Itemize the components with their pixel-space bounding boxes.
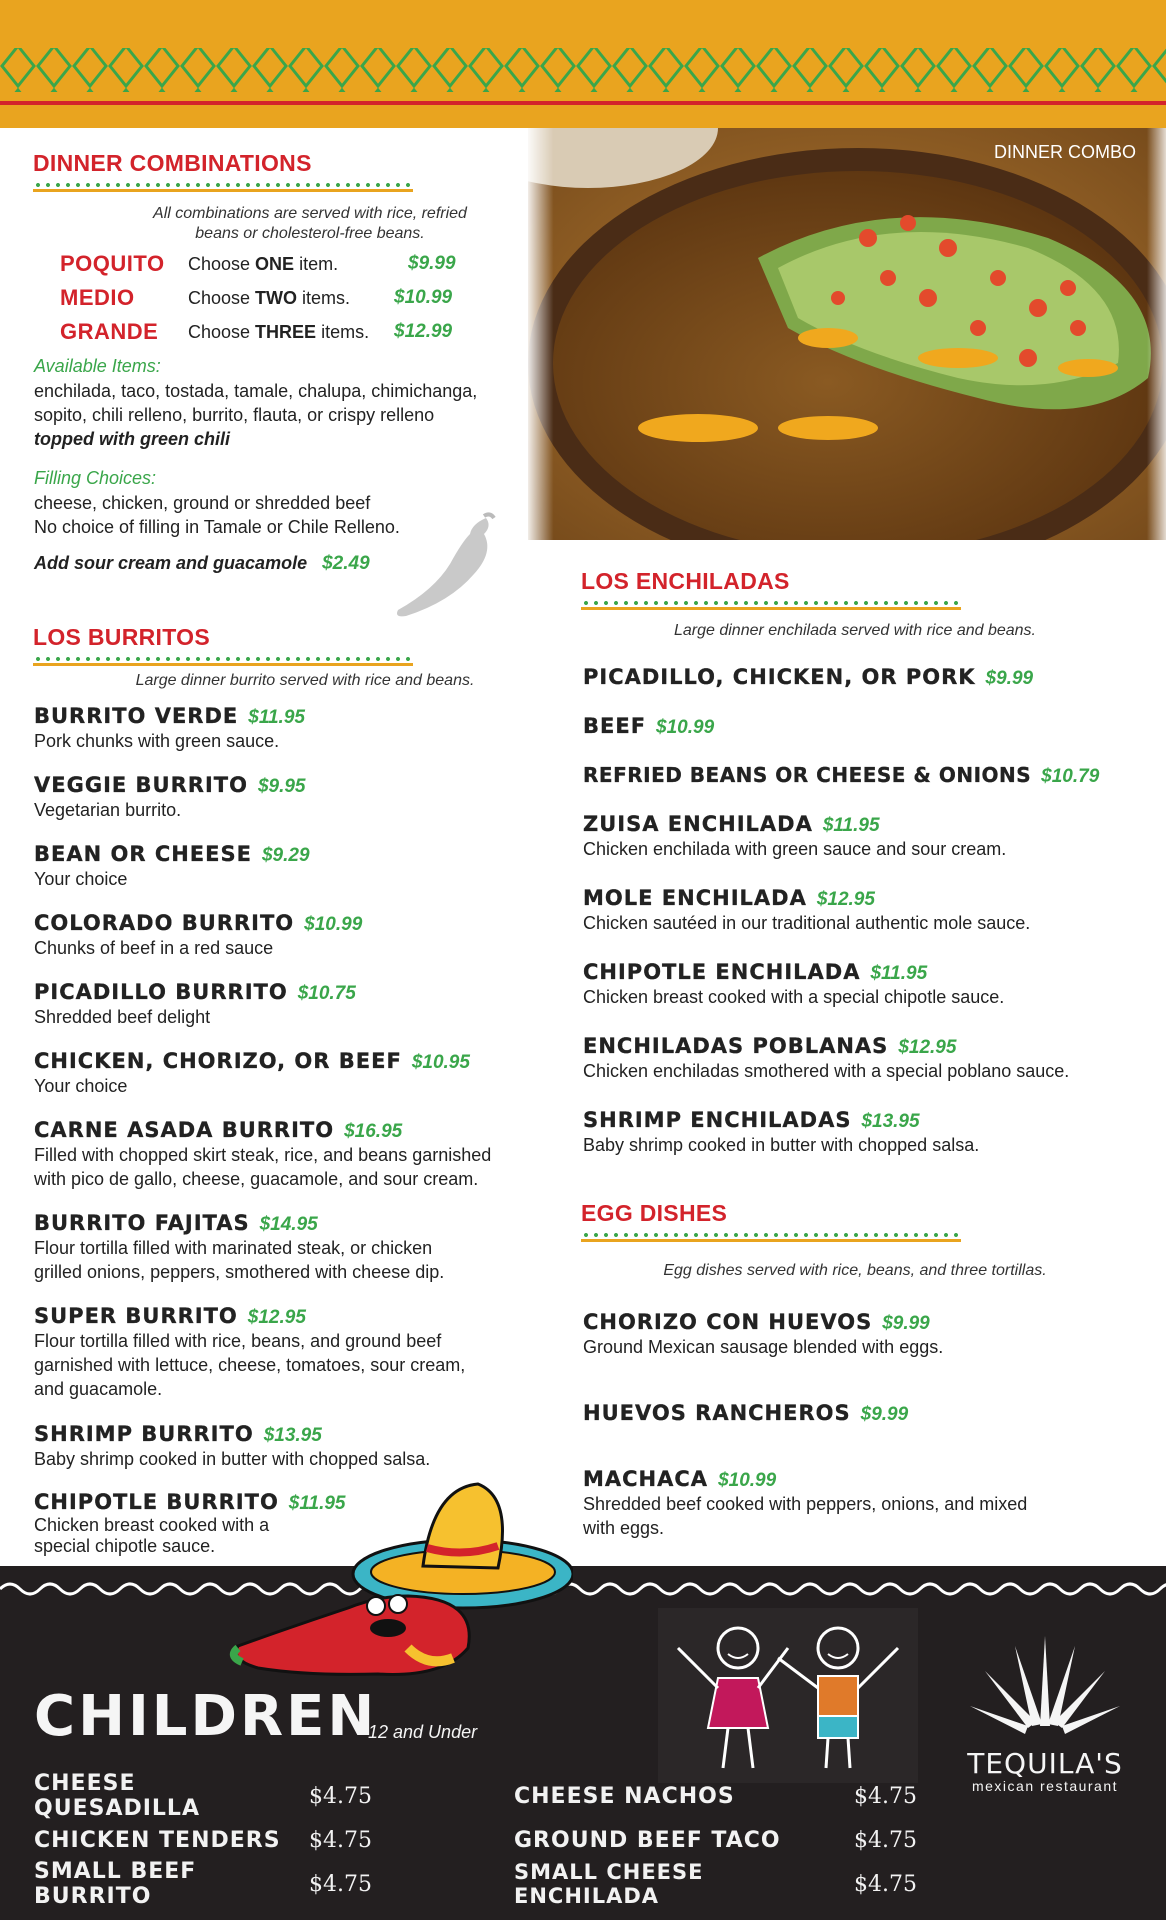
wavy-line xyxy=(0,1574,1166,1604)
item-desc: Your choice xyxy=(34,1076,128,1096)
available-text: topped with green chili xyxy=(34,429,231,449)
item-title: BEEF $10.99 xyxy=(583,714,715,738)
menu-item xyxy=(583,1108,1163,1157)
item-price: $9.99 xyxy=(985,668,1034,689)
item-price: $16.95 xyxy=(344,1121,403,1142)
zigzag-pattern xyxy=(0,0,1166,128)
children-subtitle: 12 and Under xyxy=(368,1722,478,1742)
section-title: LOS ENCHILADAS xyxy=(581,568,790,594)
note-line: All combinations are served with rice, refried xyxy=(153,205,467,222)
item-desc: Chicken enchiladas smothered with a special poblano sauce. xyxy=(583,1061,1070,1081)
dotted-divider xyxy=(581,1233,961,1237)
kid-item-name: CHEESE NACHOS xyxy=(514,1783,735,1809)
menu-item xyxy=(34,773,544,842)
item-price: $11.95 xyxy=(870,963,928,984)
kid-item-name: CHICKEN TENDERS xyxy=(34,1827,281,1853)
item-desc: Chicken enchilada with green sauce and sour cream. xyxy=(583,839,1007,859)
underline-bar xyxy=(33,189,413,192)
enchiladas-note: Large dinner enchilada served with rice and beans. xyxy=(673,622,1036,639)
item-price: $10.75 xyxy=(297,983,356,1004)
item-price: $11.95 xyxy=(248,707,305,728)
item-desc: Your choice xyxy=(34,869,128,889)
logo-tagline: mexican restaurant xyxy=(971,1778,1119,1794)
item-desc: Chicken breast cooked with a xyxy=(34,1515,270,1535)
item-title: CHIPOTLE BURRITO $11.95 xyxy=(34,1490,346,1514)
item-price: $10.99 xyxy=(718,1470,777,1491)
dinner-combo-photo xyxy=(528,128,1166,540)
item-title: MOLE ENCHILADA $12.95 xyxy=(583,886,875,910)
item-desc: Chicken sautéed in our traditional authentic mole sauce. xyxy=(583,913,1031,933)
item-price: $9.99 xyxy=(860,1404,909,1425)
combo-name: GRANDE xyxy=(60,319,159,344)
menu-item xyxy=(583,1401,1143,1467)
combo-price: $12.99 xyxy=(394,321,453,342)
menu-item xyxy=(583,812,1163,886)
enchiladas-list xyxy=(583,665,1163,1157)
menu-item xyxy=(34,1211,544,1304)
eggs-list xyxy=(583,1310,1143,1540)
menu-item xyxy=(583,960,1163,1034)
item-title: BURRITO FAJITAS $14.95 xyxy=(34,1211,318,1235)
menu-item xyxy=(583,665,1163,714)
item-title: PICADILLO, CHICKEN, OR PORK $9.99 xyxy=(583,665,1034,689)
item-desc: Flour tortilla filled with marinated steak, or chicken xyxy=(34,1238,433,1258)
filling-label: Filling Choices: xyxy=(34,468,157,488)
restaurant-logo xyxy=(960,1636,1130,1794)
item-price: $12.95 xyxy=(816,889,875,910)
item-title: SHRIMP BURRITO $13.95 xyxy=(34,1422,322,1446)
chili-mascot-icon xyxy=(228,1478,573,1688)
item-desc: garnished with lettuce, cheese, tomatoes, sour cream, xyxy=(34,1355,466,1375)
kid-item-price: $4.75 xyxy=(854,1871,917,1897)
chili-pepper-icon xyxy=(390,512,506,622)
kids-drawing-icon xyxy=(658,1608,918,1783)
addon-text: Add sour cream and guacamole xyxy=(34,553,308,573)
available-text: sopito, chili relleno, burrito, flauta, or crispy relleno xyxy=(34,405,435,425)
burritos-list xyxy=(34,704,544,1557)
kid-item xyxy=(514,1818,934,1862)
top-banner xyxy=(0,0,1166,128)
item-desc: grilled onions, peppers, smothered with cheese dip. xyxy=(34,1262,445,1282)
item-price: $13.95 xyxy=(861,1111,920,1132)
item-price: $14.95 xyxy=(259,1214,318,1235)
kid-item-price: $4.75 xyxy=(309,1783,372,1809)
burritos-header xyxy=(33,624,413,666)
menu-item xyxy=(583,714,1163,763)
combo-option xyxy=(60,281,480,315)
combinations-header xyxy=(33,150,413,192)
item-desc: Flour tortilla filled with rice, beans, and ground beef xyxy=(34,1331,442,1351)
item-price: $10.99 xyxy=(304,914,363,935)
addon-line xyxy=(34,553,434,575)
underline-bar xyxy=(33,663,413,666)
eggs-note: Egg dishes served with rice, beans, and three tortillas. xyxy=(663,1262,1047,1279)
combo-desc: Choose TWO items. xyxy=(188,287,351,308)
item-desc: Chicken breast cooked with a special chipotle sauce. xyxy=(583,987,1005,1007)
plate-illustration xyxy=(528,128,1166,540)
item-title: CHIPOTLE ENCHILADA $11.95 xyxy=(583,960,928,984)
item-desc: Chunks of beef in a red sauce xyxy=(34,938,274,958)
item-price: $11.95 xyxy=(822,815,880,836)
item-desc: with eggs. xyxy=(583,1518,665,1538)
item-price: $9.99 xyxy=(882,1313,930,1334)
menu-item xyxy=(34,1304,544,1422)
available-label: Available Items: xyxy=(34,356,161,376)
burritos-note: Large dinner burrito served with rice and beans. xyxy=(135,672,475,689)
underline-bar xyxy=(581,607,961,610)
menu-item xyxy=(34,704,544,773)
menu-item xyxy=(34,1118,544,1211)
note-line: beans or cholesterol-free beans. xyxy=(195,225,425,242)
dotted-divider xyxy=(33,657,413,661)
addon-price: $2.49 xyxy=(322,553,370,574)
item-desc: Filled with chopped skirt steak, rice, and beans garnished xyxy=(34,1145,492,1165)
item-price: $11.95 xyxy=(288,1493,346,1514)
photo-caption: DINNER COMBO xyxy=(993,142,1136,162)
menu-item xyxy=(34,842,544,911)
filling-text: cheese, chicken, ground or shredded beef xyxy=(34,493,371,513)
item-price: $12.95 xyxy=(247,1307,306,1328)
menu-item xyxy=(34,911,544,980)
combinations-note xyxy=(130,204,490,244)
combo-desc: Choose THREE items. xyxy=(188,321,370,342)
combo-price: $9.99 xyxy=(408,253,456,274)
kid-item xyxy=(514,1862,934,1906)
menu-item xyxy=(583,1467,1143,1540)
item-price: $10.99 xyxy=(656,717,715,738)
item-title: PICADILLO BURRITO $10.75 xyxy=(34,980,356,1004)
item-desc: Ground Mexican sausage blended with eggs. xyxy=(583,1337,944,1357)
enchiladas-header xyxy=(581,568,961,610)
item-title: CARNE ASADA BURRITO $16.95 xyxy=(34,1118,403,1142)
item-desc: Pork chunks with green sauce. xyxy=(34,731,280,751)
item-price: $10.79 xyxy=(1041,766,1100,787)
item-desc: Shredded beef cooked with peppers, onions, and mixed xyxy=(583,1494,1028,1514)
kid-item xyxy=(34,1859,454,1909)
kid-item-name: SMALL CHEESE ENCHILADA xyxy=(514,1860,704,1908)
item-title: HUEVOS RANCHEROS $9.99 xyxy=(583,1401,909,1425)
kid-item xyxy=(514,1774,934,1818)
item-desc: Shredded beef delight xyxy=(34,1007,211,1027)
item-price: $12.95 xyxy=(898,1037,957,1058)
eggs-header xyxy=(581,1200,961,1242)
kid-item-price: $4.75 xyxy=(854,1827,917,1853)
available-text: enchilada, taco, tostada, tamale, chalupa, chimichanga, xyxy=(34,381,478,401)
combo-name: POQUITO xyxy=(60,251,165,276)
item-title: SHRIMP ENCHILADAS $13.95 xyxy=(583,1108,920,1132)
combo-options xyxy=(60,247,480,349)
item-title: BURRITO VERDE $11.95 xyxy=(34,704,305,728)
menu-item xyxy=(583,1034,1163,1108)
menu-item xyxy=(583,886,1163,960)
kid-item xyxy=(34,1771,454,1821)
menu-item xyxy=(583,763,1163,812)
filling-text: No choice of filling in Tamale or Chile Relleno. xyxy=(34,517,400,537)
children-title: CHILDREN xyxy=(34,1684,378,1749)
item-desc: with pico de gallo, cheese, guacamole, and sour cream. xyxy=(34,1169,479,1189)
item-desc: special chipotle sauce. xyxy=(34,1536,216,1556)
item-desc: Vegetarian burrito. xyxy=(34,800,182,820)
item-title: VEGGIE BURRITO $9.95 xyxy=(34,773,306,797)
kid-item-price: $4.75 xyxy=(854,1783,917,1809)
combo-price: $10.99 xyxy=(394,287,453,308)
dotted-divider xyxy=(581,601,961,605)
kid-item-price: $4.75 xyxy=(309,1871,372,1897)
item-price: $13.95 xyxy=(263,1425,322,1446)
logo-name: TEQUILA'S xyxy=(967,1747,1123,1780)
combo-desc: Choose ONE item. xyxy=(188,253,339,274)
item-title: ZUISA ENCHILADA $11.95 xyxy=(583,812,880,836)
kid-item-price: $4.75 xyxy=(309,1827,372,1853)
item-title: REFRIED BEANS OR CHEESE & ONIONS $10.79 xyxy=(583,763,1100,787)
item-desc: Baby shrimp cooked in butter with chopped salsa. xyxy=(34,1449,431,1469)
menu-item xyxy=(34,980,544,1049)
kid-item xyxy=(34,1818,454,1862)
item-title: BEAN OR CHEESE $9.29 xyxy=(34,842,310,866)
item-title: ENCHILADAS POBLANAS $12.95 xyxy=(583,1034,957,1058)
item-title: MACHACA $10.99 xyxy=(583,1467,777,1491)
section-title: LOS BURRITOS xyxy=(33,624,210,650)
section-title: EGG DISHES xyxy=(581,1200,728,1226)
item-title: CHICKEN, CHORIZO, OR BEEF $10.95 xyxy=(34,1049,470,1073)
underline-bar xyxy=(581,1239,961,1242)
menu-item xyxy=(583,1310,1143,1401)
children-list-left xyxy=(34,1771,454,1909)
item-price: $9.95 xyxy=(257,776,306,797)
section-title: DINNER COMBINATIONS xyxy=(33,150,312,176)
item-title: SUPER BURRITO $12.95 xyxy=(34,1304,306,1328)
combo-option xyxy=(60,315,480,349)
item-desc: and guacamole. xyxy=(34,1379,163,1399)
item-desc: Baby shrimp cooked in butter with chopped salsa. xyxy=(583,1135,980,1155)
available-items xyxy=(34,356,534,451)
item-title: CHORIZO CON HUEVOS $9.99 xyxy=(583,1310,930,1334)
combo-name: MEDIO xyxy=(60,285,135,310)
item-price: $10.95 xyxy=(411,1052,470,1073)
agave-icon xyxy=(970,1636,1120,1746)
item-price: $9.29 xyxy=(261,845,310,866)
combo-option xyxy=(60,247,480,281)
kid-item-name: CHEESE QUESADILLA xyxy=(34,1771,200,1821)
kid-item-name: SMALL BEEF BURRITO xyxy=(34,1859,197,1909)
item-title: COLORADO BURRITO $10.99 xyxy=(34,911,363,935)
menu-item xyxy=(34,1049,544,1118)
kid-item-name: GROUND BEEF TACO xyxy=(514,1827,781,1853)
dotted-divider xyxy=(33,183,413,187)
children-list-right xyxy=(514,1774,934,1906)
